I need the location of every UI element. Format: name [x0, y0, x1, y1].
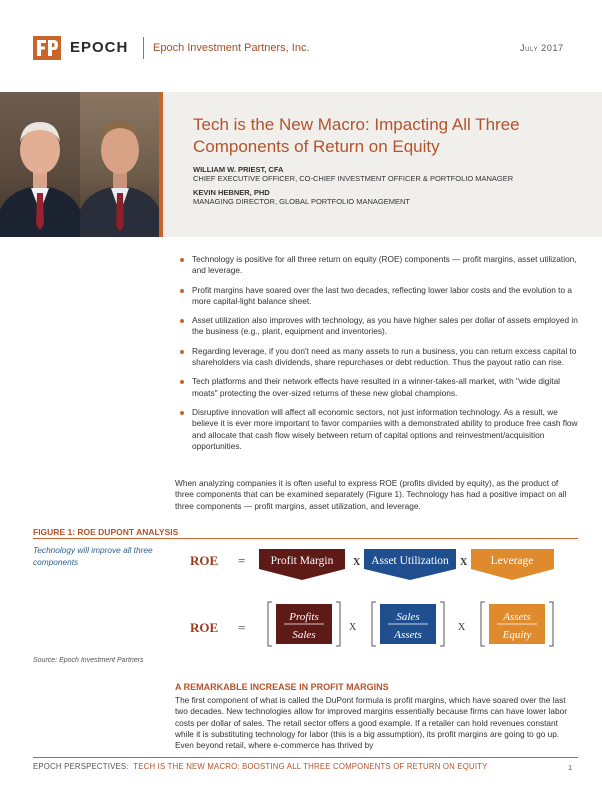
- intro-paragraph: When analyzing companies it is often useful to express ROE (profits divided by equity), as the product of three components that can be examined separately (Figure 1). Technology has had a positive impact on all three components — profit margins, asset utilization, and leverage.: [175, 478, 567, 511]
- asset-utilization-label: Asset Utilization: [371, 555, 449, 567]
- roe-label: ROE: [190, 553, 219, 568]
- list-item: Technology is positive for all three return on equity (ROE) components — profit margins, asset utilization, and leverage.: [178, 254, 578, 277]
- fraction-numerator: Assets: [503, 611, 531, 623]
- fraction-numerator: Sales: [396, 611, 420, 623]
- banner-accent-bar: [159, 92, 163, 237]
- footer-prefix: EPOCH PERSPECTIVES:: [33, 762, 129, 771]
- equals-sign: =: [238, 620, 246, 635]
- section-heading: A REMARKABLE INCREASE IN PROFIT MARGINS: [175, 682, 389, 692]
- epoch-logo-icon: [33, 36, 61, 60]
- profits-sales-fraction: [268, 602, 340, 646]
- author-role: CHIEF EXECUTIVE OFFICER, CO-CHIEF INVESTMENT OFFICER & PORTFOLIO MANAGER: [193, 174, 514, 183]
- list-item: Regarding leverage, if you don't need as many assets to run a business, you can return excess capital to shareholders via cash dividends, share repurchases or debt reduction. Thus the payout ratio can rise.: [178, 346, 578, 369]
- asset-utilization-arrow: [364, 549, 456, 580]
- list-item: Asset utilization also improves with technology, as you have higher sales per dollar of assets employed in the business (e.g., plant, equipment and inventories).: [178, 315, 578, 338]
- author-photo-priest: [0, 92, 80, 237]
- fraction-denominator: Assets: [394, 629, 422, 641]
- figure-source: Source: Epoch Investment Partners: [33, 657, 144, 664]
- equals-sign: =: [238, 553, 246, 568]
- author-photo-hebner: [80, 92, 160, 237]
- author-hebner: [193, 188, 410, 206]
- assets-equity-fraction: [481, 602, 553, 646]
- list-item: Tech platforms and their network effects have resulted in a winner-takes-all market, with "wide digital moats" protecting the over-sized returns of these new global champions.: [178, 376, 578, 399]
- leverage-label: Leverage: [490, 555, 534, 567]
- brand-divider: [143, 37, 144, 59]
- leverage-arrow: [471, 549, 554, 580]
- multiply-sign: X: [349, 622, 357, 633]
- figure-caption: Technology will improve all three components: [33, 545, 153, 567]
- fraction-denominator: Equity: [502, 629, 532, 641]
- list-item: Profit margins have soared over the last two decades, reflecting lower labor costs and the evolution to a more capital-light balance sheet.: [178, 285, 578, 308]
- publication-date: July 2017: [520, 43, 564, 53]
- author-name: WILLIAM W. PRIEST, CFA: [193, 165, 284, 174]
- footer-title: TECH IS THE NEW MACRO: BOOSTING ALL THREE COMPONENTS OF RETURN ON EQUITY: [133, 762, 488, 771]
- brand-subtitle: Epoch Investment Partners, Inc.: [153, 42, 310, 54]
- list-item: Disruptive innovation will affect all economic sectors, not just information technology. As a result, we believe it is ever more important to favor companies with a demonstrated ability to produce free cash flow and allocate that cash flow wisely between return of capital options and reinvestment/acquisition opportunities.: [178, 407, 578, 452]
- fraction-denominator: Sales: [292, 629, 316, 641]
- brand-name: EPOCH: [70, 39, 129, 56]
- article-title: Tech is the New Macro: Impacting All Three Components of Return on Equity: [193, 115, 520, 156]
- footer-text: [33, 762, 488, 771]
- fraction-numerator: Profits: [289, 611, 319, 623]
- key-points-list: [178, 254, 578, 460]
- author-priest: [193, 165, 513, 183]
- section-paragraph: The first component of what is called the DuPont formula is profit margins, which have soared over the last two decades. New technologies allow for improved margins essentially because firms can have lower labor costs per dollar of sales. The retail sector offers a good example. If a retailer can hold revenues constant while it is substituting technology for labor (this is a big assumption), its profit margins are going to go up. Even beyond retail, where e-commerce has thrived by: [175, 695, 567, 751]
- figure-divider: [33, 538, 578, 539]
- multiply-sign: X: [458, 622, 466, 633]
- dupont-diagram: [180, 540, 580, 655]
- author-role: MANAGING DIRECTOR, GLOBAL PORTFOLIO MANAGEMENT: [193, 197, 410, 206]
- author-name: KEVIN HEBNER, PHD: [193, 188, 270, 197]
- figure-label: FIGURE 1: ROE DUPONT ANALYSIS: [33, 527, 179, 537]
- roe-label: ROE: [190, 620, 219, 635]
- page-number: 1: [568, 763, 573, 772]
- sales-assets-fraction: [372, 602, 444, 646]
- multiply-sign: X: [353, 557, 361, 568]
- footer-divider: [33, 757, 578, 758]
- profit-margin-arrow: [259, 549, 345, 580]
- multiply-sign: X: [460, 557, 468, 568]
- profit-margin-label: Profit Margin: [270, 555, 334, 567]
